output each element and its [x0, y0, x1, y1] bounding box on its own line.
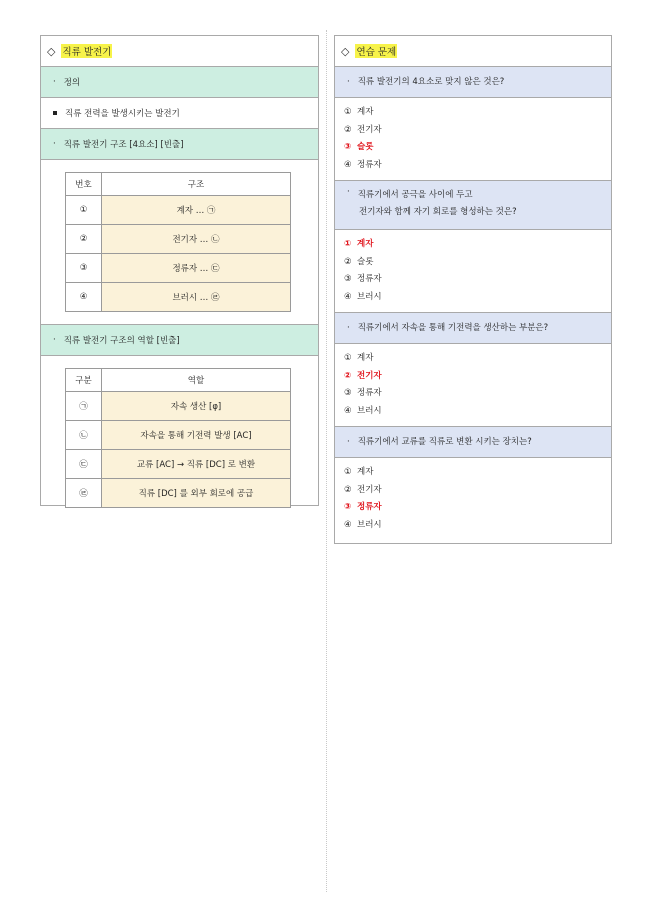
- structure-band-label: 직류 발전기 구조 [4요소] [빈출]: [63, 140, 184, 150]
- definition-band: [41, 67, 318, 98]
- table-row: [66, 450, 291, 479]
- answer-text: 계자: [357, 107, 374, 117]
- answer-mark: ③: [344, 502, 352, 512]
- role-table: [65, 368, 291, 508]
- column-header: 구조: [102, 173, 291, 196]
- structure-table: [65, 172, 291, 312]
- question-text: 직류기에서 공극을 사이에 두고: [357, 190, 473, 200]
- row-number: ㉢: [66, 450, 102, 479]
- answer-mark: ②: [344, 370, 352, 381]
- section-title: 직류 발전기: [61, 44, 112, 58]
- bullet-icon: ·: [347, 187, 350, 197]
- right-title-row: [335, 36, 611, 67]
- left-title-row: [41, 36, 318, 67]
- row-value: 브러시 … ㉣: [102, 283, 291, 312]
- answer-option-correct: [344, 236, 611, 254]
- table-row: [66, 421, 291, 450]
- answer-mark: ④: [344, 519, 352, 530]
- table-row: [66, 196, 291, 225]
- answer-option: [344, 403, 611, 421]
- question-band: [335, 181, 611, 230]
- answer-text: 계자: [357, 467, 374, 477]
- question-band: [335, 67, 611, 98]
- question-text: 직류기에서 자속을 통해 기전력을 생산하는 부분은?: [357, 322, 549, 333]
- answer-list: [335, 458, 611, 540]
- answer-text: 슬롯: [357, 142, 374, 152]
- answer-mark: ①: [344, 353, 352, 363]
- bullet-icon: ·: [347, 77, 350, 87]
- answer-text: 정류자: [357, 274, 382, 284]
- row-number: ①: [66, 196, 102, 225]
- answer-mark: ③: [344, 388, 352, 398]
- structure-table-wrap: [41, 160, 318, 325]
- row-number: ②: [66, 225, 102, 254]
- answer-list: [335, 98, 611, 181]
- table-row: [66, 225, 291, 254]
- answer-list: [335, 344, 611, 427]
- answer-text: 정류자: [357, 502, 382, 512]
- question-text: 직류기에서 교류를 직류로 변환 시키는 장치는?: [357, 436, 532, 447]
- square-bullet-icon: [53, 111, 57, 115]
- question-text: 직류 발전기의 4요소로 맞지 않은 것은?: [357, 76, 505, 87]
- row-value: 전기자 … ㉡: [102, 225, 291, 254]
- answer-option: [344, 104, 611, 122]
- answer-mark: ②: [344, 484, 352, 495]
- answer-option: [344, 271, 611, 289]
- answer-mark: ①: [344, 239, 352, 249]
- answer-mark: ④: [344, 405, 352, 416]
- row-number: ④: [66, 283, 102, 312]
- column-header: 구분: [66, 369, 102, 392]
- role-table-wrap: [41, 356, 318, 520]
- role-band: [41, 325, 318, 356]
- table-header-row: [66, 173, 291, 196]
- question-text-block: [347, 181, 517, 221]
- column-divider: [326, 30, 327, 892]
- answer-text: 정류자: [357, 159, 382, 170]
- bullet-icon: ·: [347, 437, 350, 447]
- answer-mark: ③: [344, 142, 352, 152]
- answer-mark: ①: [344, 107, 352, 117]
- answer-text: 브러시: [357, 291, 382, 302]
- answer-text: 브러시: [357, 519, 382, 530]
- bullet-icon: ·: [53, 77, 56, 87]
- row-value: 교류 [AC] → 직류 [DC] 로 변환: [102, 450, 291, 479]
- bullet-icon: ·: [53, 139, 56, 149]
- answer-text: 전기자: [357, 484, 382, 495]
- answer-option: [344, 157, 611, 175]
- diamond-icon: ◇: [47, 44, 56, 58]
- structure-band: [41, 129, 318, 160]
- bullet-icon: ·: [53, 335, 56, 345]
- answer-text: 전기자: [357, 124, 382, 135]
- answer-mark: ③: [344, 274, 352, 284]
- column-header: 번호: [66, 173, 102, 196]
- answer-option: [344, 517, 611, 535]
- answer-text: 계자: [357, 239, 374, 249]
- row-number: ㉡: [66, 421, 102, 450]
- answer-mark: ②: [344, 256, 352, 267]
- answer-option-correct: [344, 368, 611, 386]
- answer-option-correct: [344, 139, 611, 157]
- answer-option: [344, 289, 611, 307]
- question-band: [335, 313, 611, 344]
- question-line: [347, 187, 517, 204]
- role-band-label: 직류 발전기 구조의 역할 [빈출]: [63, 336, 180, 346]
- row-value: 자속 생산 [φ]: [102, 392, 291, 421]
- answer-mark: ④: [344, 291, 352, 302]
- row-number: ㉠: [66, 392, 102, 421]
- row-value: 직류 [DC] 를 외부 회로에 공급: [102, 479, 291, 508]
- column-header: 역할: [102, 369, 291, 392]
- question-line: [347, 204, 517, 221]
- bullet-icon: ·: [347, 323, 350, 333]
- answer-option: [344, 350, 611, 368]
- answer-list: [335, 230, 611, 313]
- question-band: [335, 427, 611, 458]
- answer-text: 슬롯: [357, 256, 374, 267]
- right-panel: [334, 35, 612, 544]
- question-text: 전기자와 함께 자기 회로를 형성하는 것은?: [359, 207, 517, 217]
- answer-mark: ④: [344, 159, 352, 170]
- answer-option: [344, 385, 611, 403]
- definition-text: 직류 전력을 발생시키는 발전기: [65, 109, 180, 119]
- answer-option: [344, 482, 611, 500]
- row-value: 정류자 … ㉢: [102, 254, 291, 283]
- answer-option: [344, 464, 611, 482]
- row-number: ③: [66, 254, 102, 283]
- section-title: 연습 문제: [355, 44, 397, 58]
- answer-text: 전기자: [357, 370, 382, 381]
- row-value: 자속을 통해 기전력 발생 [AC]: [102, 421, 291, 450]
- diamond-icon: ◇: [341, 44, 350, 58]
- row-number: ㉣: [66, 479, 102, 508]
- left-panel: [40, 35, 319, 506]
- table-row: [66, 283, 291, 312]
- answer-text: 브러시: [357, 405, 382, 416]
- definition-row: [41, 98, 318, 129]
- table-row: [66, 479, 291, 508]
- answer-text: 정류자: [357, 388, 382, 398]
- answer-option: [344, 122, 611, 140]
- answer-mark: ①: [344, 467, 352, 477]
- answer-option: [344, 254, 611, 272]
- definition-band-label: 정의: [63, 78, 81, 88]
- answer-option-correct: [344, 499, 611, 517]
- table-row: [66, 392, 291, 421]
- table-header-row: [66, 369, 291, 392]
- row-value: 계자 … ㉠: [102, 196, 291, 225]
- table-row: [66, 254, 291, 283]
- answer-mark: ②: [344, 124, 352, 135]
- answer-text: 계자: [357, 353, 374, 363]
